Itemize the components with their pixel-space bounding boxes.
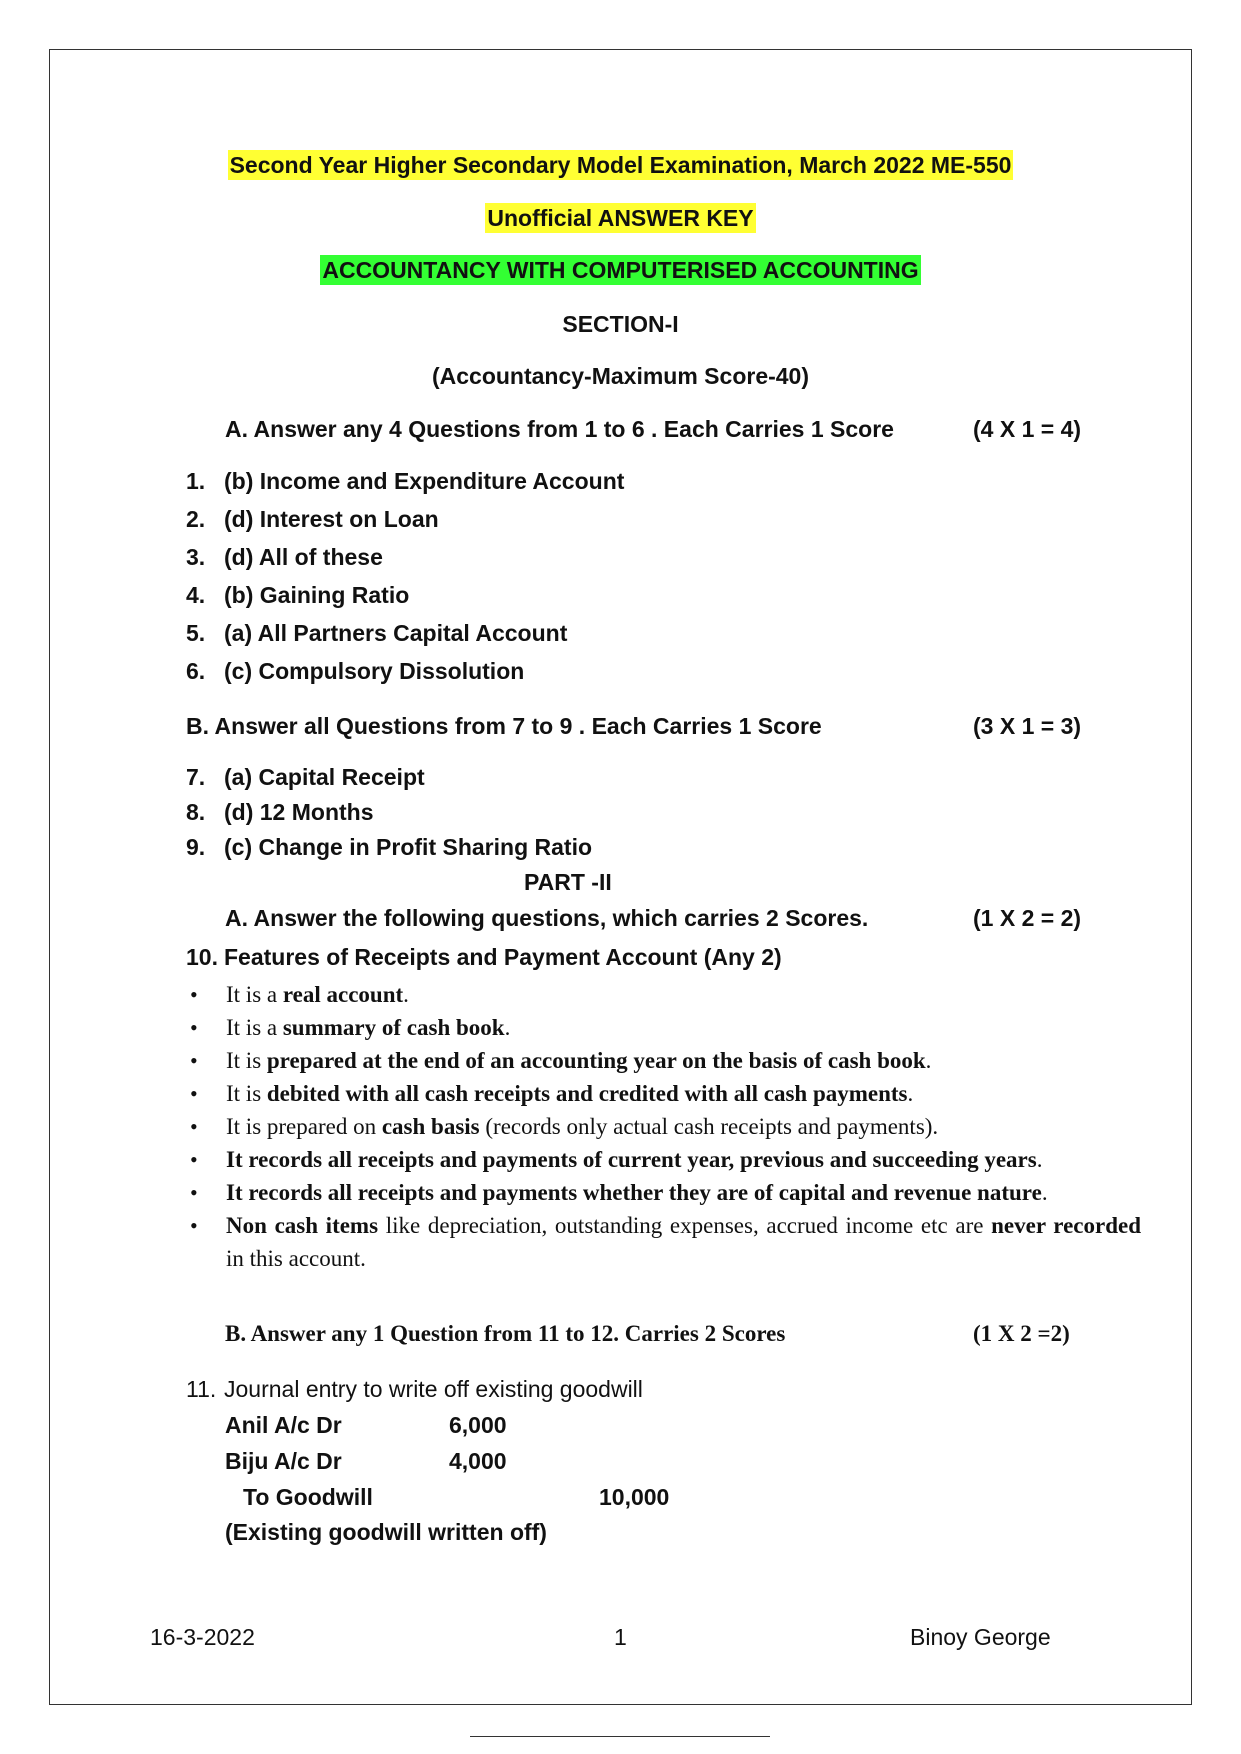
answer-number: 6. (186, 658, 206, 684)
answer-text: (b) Gaining Ratio (224, 582, 410, 608)
feature-item: • It is debited with all cash receipts and credited with all cash payments. (186, 1077, 1141, 1110)
answer-number: 4. (186, 582, 206, 608)
journal-row1-account: Anil A/c Dr (225, 1412, 342, 1438)
answer-item (186, 764, 425, 791)
feature-item: • It records all receipts and payments of current year, previous and succeeding years. (186, 1143, 1141, 1176)
answer-item (186, 799, 374, 826)
answer-number: 7. (186, 764, 206, 790)
answer-text: (a) Capital Receipt (224, 764, 425, 790)
answer-text: (a) All Partners Capital Account (224, 620, 568, 646)
answer-text: (d) Interest on Loan (224, 506, 439, 532)
answer-number: 9. (186, 834, 206, 860)
exam-title-text: Second Year Higher Secondary Model Examination, March 2022 ME-550 (229, 152, 1012, 178)
key-title-text: Unofficial ANSWER KEY (487, 205, 754, 231)
feature-item: • Non cash items like depreciation, outstanding expenses, accrued income etc are never recorded in this account. (186, 1209, 1141, 1275)
answer-number: 5. (186, 620, 206, 646)
exam-title (0, 152, 1241, 179)
answer-number: 8. (186, 799, 206, 825)
feature-item: • It is a real account. (186, 978, 1141, 1011)
journal-row2-account: Biju A/c Dr (225, 1448, 342, 1474)
section-subtitle: (Accountancy-Maximum Score-40) (431, 363, 810, 389)
part-a-score: (4 X 1 = 4) (973, 416, 1082, 442)
answer-text: (d) All of these (224, 544, 383, 570)
answer-text: (c) Compulsory Dissolution (224, 658, 525, 684)
answer-item (186, 506, 439, 533)
part-2b-score: (1 X 2 =2) (973, 1321, 1070, 1346)
answer-item (186, 658, 524, 685)
answer-number: 2. (186, 506, 206, 532)
feature-item: • It is prepared on cash basis (records only actual cash receipts and payments). (186, 1110, 1141, 1143)
answer-text: (c) Change in Profit Sharing Ratio (224, 834, 593, 860)
feature-item: • It records all receipts and payments whether they are of capital and revenue nature. (186, 1176, 1141, 1209)
part-2a-score: (1 X 2 = 2) (973, 905, 1082, 931)
part-b-instruction: B. Answer all Questions from 7 to 9 . Each Carries 1 Score (186, 713, 822, 739)
feature-item: • It is a summary of cash book. (186, 1011, 1141, 1044)
part-2-title: PART -II (524, 869, 612, 895)
journal-row3-amount: 10,000 (599, 1484, 670, 1510)
question-10 (186, 944, 782, 971)
question-title: Features of Receipts and Payment Account (Any 2) (224, 944, 782, 970)
answer-item (186, 620, 567, 647)
answer-item (186, 468, 624, 495)
answer-item (186, 834, 592, 861)
part-b-score: (3 X 1 = 3) (973, 713, 1082, 739)
answer-item (186, 582, 409, 609)
question-number: 11. (186, 1376, 217, 1402)
part-a-instruction: A. Answer any 4 Questions from 1 to 6 . Each Carries 1 Score (225, 416, 894, 442)
section-title: SECTION-I (562, 311, 679, 337)
answer-text: (b) Income and Expenditure Account (224, 468, 625, 494)
page-border (49, 49, 1192, 1705)
footer-page-number: 1 (614, 1624, 627, 1650)
answer-text: (d) 12 Months (224, 799, 374, 825)
part-2b-instruction: B. Answer any 1 Question from 11 to 12. Carries 2 Scores (225, 1321, 786, 1346)
features-list (186, 978, 1141, 1275)
question-number: 10. (186, 944, 218, 970)
footer-author: Binoy George (910, 1624, 1051, 1650)
key-title (0, 205, 1241, 232)
part-2a-instruction: A. Answer the following questions, which carries 2 Scores. (225, 905, 869, 931)
journal-row3-account: To Goodwill (243, 1484, 373, 1510)
journal-row1-amount: 6,000 (449, 1412, 507, 1438)
subject-title-text: ACCOUNTANCY WITH COMPUTERISED ACCOUNTING (322, 257, 919, 283)
answer-number: 3. (186, 544, 206, 570)
bottom-divider (470, 1736, 770, 1737)
answer-number: 1. (186, 468, 206, 494)
feature-item: • It is prepared at the end of an accounting year on the basis of cash book. (186, 1044, 1141, 1077)
journal-narration: (Existing goodwill written off) (225, 1519, 547, 1545)
subject-title (0, 257, 1241, 284)
footer-date: 16-3-2022 (150, 1624, 255, 1650)
journal-row2-amount: 4,000 (449, 1448, 507, 1474)
answer-item (186, 544, 383, 571)
question-title: Journal entry to write off existing goodwill (224, 1376, 643, 1402)
question-11 (186, 1376, 643, 1403)
